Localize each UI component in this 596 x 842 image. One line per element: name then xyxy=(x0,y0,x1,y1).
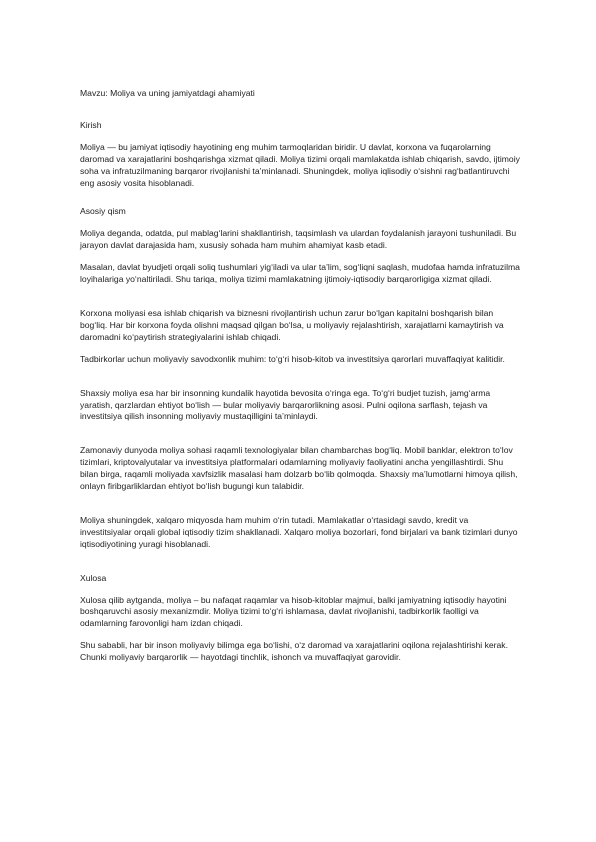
paragraph: Moliya shuningdek, xalqaro miqyosda ham muhim o‘rin tutadi. Mamlakatlar o‘rtasidagi savdo, kredit va investitsiyalar orqali global iqtisodiy tizim shakllanadi. Xalqaro moliya bozorlari, fond birjalari va bank tizimlari dunyo iqtisodiyotining yuragi hisoblanadi. xyxy=(80,514,518,549)
section-heading-conclusion: Xulosa xyxy=(80,572,107,583)
document-title: Mavzu: Moliya va uning jamiyatdagi ahamiyati xyxy=(80,88,255,98)
paragraph: Moliya deganda, odatda, pul mablag‘larini shakllantirish, taqsimlash va ulardan foydalanish jarayoni tushuniladi. Bu jarayon davlat darajasida ham, xususiy sohada ham muhim ahamiyat kasb etadi. xyxy=(80,228,517,251)
section-heading-introduction: Kirish xyxy=(80,119,102,130)
paragraph: Korxona moliyasi esa ishlab chiqarish va biznesni rivojlantirish uchun zarur bo‘lgan kapitalni boshqarish bilan bog‘liq. Har bir korxona foyda olishni maqsad qilgan bo‘lsa, u moliyaviy rejalashtirish, xarajatlarni kamaytirish va daromadni ko‘paytirish strategiyalarini ishlab chiqadi. xyxy=(80,307,504,342)
section-heading-main: Asosiy qism xyxy=(80,206,126,217)
paragraph: Masalan, davlat byudjeti orqali soliq tushumlari yig‘iladi va ular ta’lim, sog‘liqni saqlash, mudofaa hamda infratuzilma loyihalariga yo‘naltiriladi. Shu tariqa, moliya tizimi mamlakatning ijtimoiy-iqtisodiy barqarorligiga xizmat qiladi. xyxy=(80,262,520,285)
paragraph: Zamonaviy dunyoda moliya sohasi raqamli texnologiyalar bilan chambarchas bog‘liq. Mobil banklar, elektron to‘lov tizimlari, kriptovalyutalar va investitsiya platformalari odamlarning moliyaviy faoliyatini ancha yengillashtirdi. Shu bilan birga, raqamli moliyada xavfsizlik masalasi ham dolzarb bo‘lib qolmoqda. Shaxsiy ma’lumotlarni himoya qilish, onlayn firibgarliklardan ehtiyot bo‘lish bugungi kun talabidir. xyxy=(80,445,518,492)
paragraph: Xulosa qilib aytganda, moliya – bu nafaqat raqamlar va hisob-kitoblar majmui, balki jamiyatning iqtisodiy hayotini boshqaruvchi asosiy mexanizmdir. Moliya tizimi to‘g‘ri ishlamasa, davlat rivojlanishi, tadbirkorlik faolligi va odamlarning farovonligi ham izdan chiqadi. xyxy=(80,594,507,629)
document-body xyxy=(80,88,520,674)
paragraph: Tadbirkorlar uchun moliyaviy savodxonlik muhim: to‘g‘ri hisob-kitob va investitsiya qarorlari muvaffaqiyat kalitidir. xyxy=(80,353,505,364)
paragraph: Moliya — bu jamiyat iqtisodiy hayotining eng muhim tarmoqlaridan biridir. U davlat, korxona va fuqarolarning daromad va xarajatlarini boshqarishga xizmat qiladi. Moliya tizimi orqali mamlakatda ishlab chiqarish, savdo, ijtimoiy soha va infratuzilmaning barqaror rivojlanishi ta’minlanadi. Shuningdek, moliya iqlisodiy o‘sishni rag‘batlantiruvchi eng asosiy vosita hisoblanadi. xyxy=(80,141,520,188)
paragraph: Shaxsiy moliya esa har bir insonning kundalik hayotida bevosita o‘ringa ega. To‘g‘ri budjet tuzish, jamg‘arma yaratish, qarzlardan ehtiyot bo‘lish — bular moliyaviy barqarorlikning asosi. Pulni oqilona sarflash, tejash va investitsiya qilish insonning moliyaviy mustaqilligini ta’minlaydi. xyxy=(80,387,491,422)
paragraph: Shu sababli, har bir inson moliyaviy bilimga ega bo‘lishi, o‘z daromad va xarajatlarini oqilona rejalashtirishi kerak. Chunki moliyaviy barqarorlik — hayotdagi tinchlik, ishonch va muvaffaqiyat garovidir. xyxy=(80,640,508,663)
